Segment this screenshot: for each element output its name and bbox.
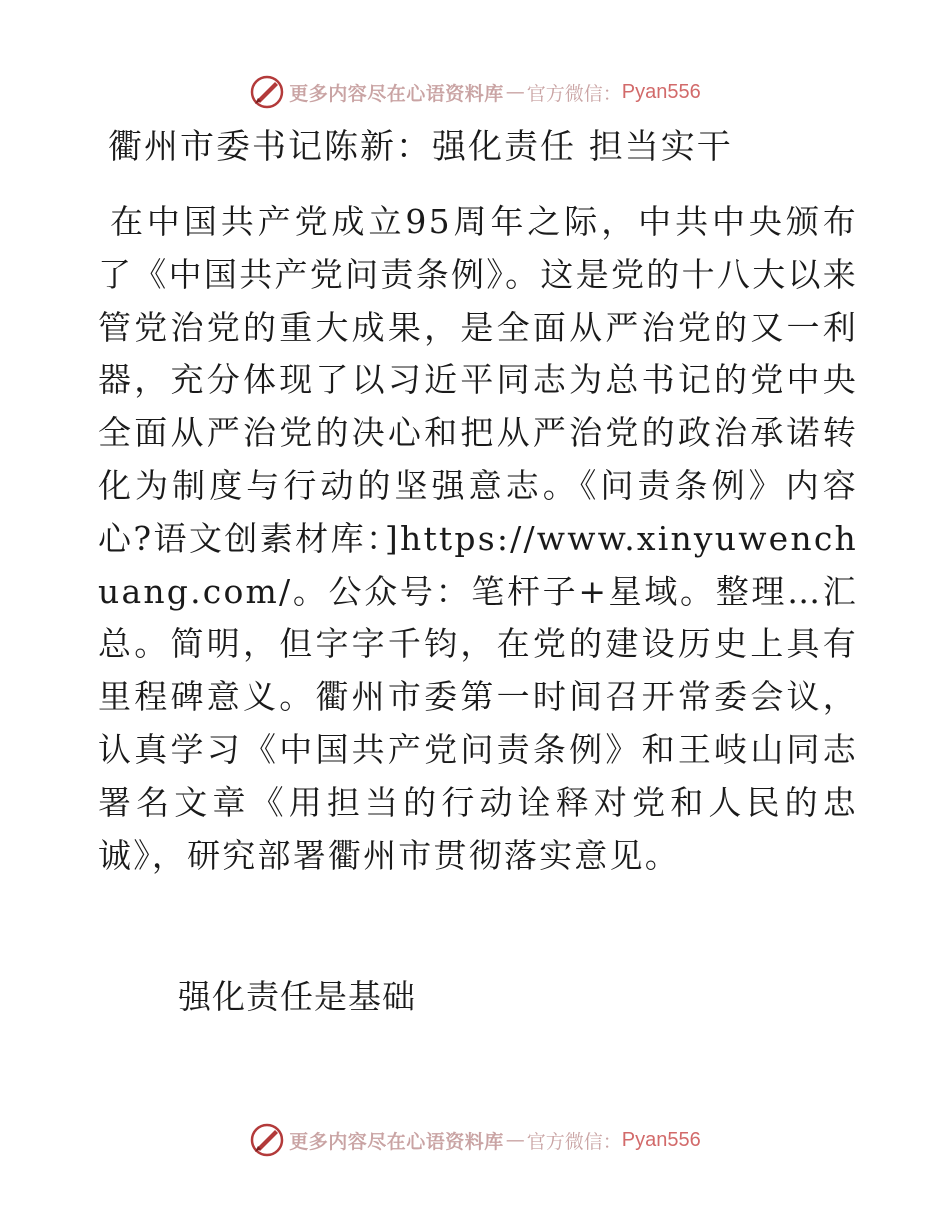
banner-wechat-id: Pyan556 — [621, 80, 701, 103]
pen-logo-icon — [249, 74, 285, 110]
section-heading: 强化责任是基础 — [178, 977, 416, 1016]
article-title: 衢州市委书记陈新：强化责任 担当实干 — [108, 127, 733, 167]
banner-dash: — — [505, 1129, 525, 1151]
banner-text: 更多内容尽在心语资料库 — [289, 1130, 504, 1153]
banner-label: 官方微信： — [526, 82, 622, 105]
header-watermark — [0, 72, 950, 112]
banner-dash: — — [505, 81, 525, 103]
article-body: 在中国共产党成立95周年之际，中共中央颁布了《中国共产党问责条例》。这是党的十八大以来管党治党的重大成果，是全面从严治党的又一利器，充分体现了以习近平同志为总书记的党中央全面从严治党的决心和把从严治党的政治承诺转化为制度与行动的坚强意志。《问责条例》内容心?语文创素材库：]https://www.xinyuwenchuang.com/。公众号：笔杆子+星域。整理…汇总。简明，但字字千钧，在党的建设历史上具有里程碑意义。衢州市委第一时间召开常委会议，认真学习《中国共产党问责条例》和王岐山同志署名文章《用担当的行动诠释对党和人民的忠诚》，研究部署衢州市贯彻落实意见。 — [98, 202, 858, 875]
banner-text: 更多内容尽在心语资料库 — [289, 82, 504, 105]
footer-watermark — [0, 1120, 950, 1160]
pen-logo-icon — [249, 1122, 285, 1158]
banner-label: 官方微信： — [526, 1130, 622, 1153]
banner-wechat-id: Pyan556 — [621, 1128, 701, 1151]
